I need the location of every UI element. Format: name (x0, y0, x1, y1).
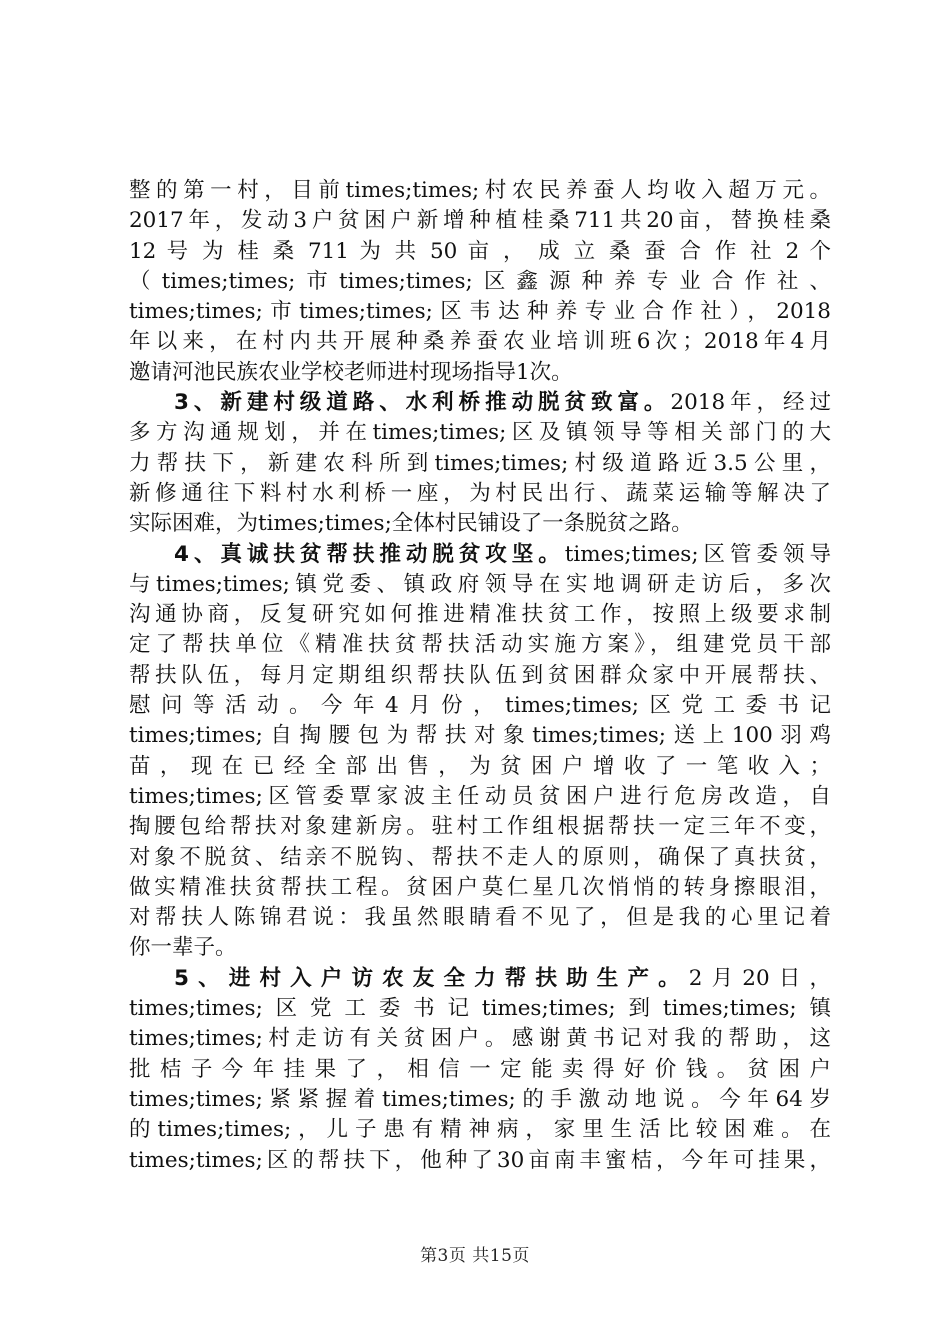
paragraph-line: 邀请河池民族农业学校老师进村现场指导1次。 (129, 359, 573, 385)
paragraph-line: （times;times;市times;times;区鑫源种养专业合作社、 (129, 268, 831, 294)
paragraph-line: times;times;自掏腰包为帮扶对象times;times;送上100羽鸡 (129, 723, 831, 749)
section-heading: 4、真诚扶贫帮扶推动脱贫攻坚。 (174, 541, 565, 567)
paragraph-line: 年以来，在村内共开展种桑养蚕农业培训班6次；2018年4月 (129, 329, 831, 355)
paragraph-line: times;times;紧紧握着times;times;的手激动地说。今年64岁 (129, 1086, 831, 1112)
paragraph-line: 做实精准扶贫帮扶工程。贫困户莫仁星几次悄悄的转身擦眼泪， (129, 874, 831, 900)
paragraph-line: 苗，现在已经全部出售，为贫困户增收了一笔收入； (129, 753, 831, 779)
paragraph-line: 多方沟通规划，并在times;times;区及镇领导等相关部门的大 (129, 420, 831, 446)
paragraph-line: 力帮扶下，新建农科所到times;times;村级道路近3.5公里， (129, 450, 831, 476)
paragraph-line: times;times;区管委覃家波主任动员贫困户进行危房改造，自 (129, 783, 831, 809)
paragraph-line: times;times;市times;times;区韦达种养专业合作社），2018 (129, 299, 831, 325)
paragraph-line: times;times;区党工委书记times;times;到times;times;镇 (129, 996, 831, 1022)
document-body (129, 176, 831, 1176)
paragraph-line: 你一辈子。 (129, 935, 237, 961)
paragraph-line: times;times;区的帮扶下，他种了30亩南丰蜜桔，今年可挂果， (129, 1147, 831, 1173)
paragraph-line: 慰问等活动。今年4月份，times;times;区党工委书记 (129, 693, 831, 719)
section-5-first-line: 5、进村入户访农友全力帮扶助生产。2月20日， (174, 965, 831, 991)
paragraph-line: 12 号 为 桂 桑 711 为 共 50 亩 ， 成 立 桑 蚕 合 作 社 2 个 (129, 238, 831, 264)
paragraph-line: 的times;times;，儿子患有精神病，家里生活比较困难。在 (129, 1117, 831, 1143)
section-heading: 3、新建村级道路、水利桥推动脱贫致富。 (174, 390, 671, 416)
paragraph-line: 与times;times;镇党委、镇政府领导在实地调研走访后，多次 (129, 571, 831, 597)
paragraph-line: 帮扶队伍，每月定期组织帮扶队伍到贫困群众家中开展帮扶、 (129, 662, 831, 688)
paragraph-line: 实际困难，为times;times;全体村民铺设了一条脱贫之路。 (129, 511, 693, 537)
paragraph-line: 定了帮扶单位《精准扶贫帮扶活动实施方案》，组建党员干部 (129, 632, 831, 658)
section-heading: 5、进村入户访农友全力帮扶助生产。 (174, 965, 689, 991)
paragraph-line: times;times;村走访有关贫困户。感谢黄书记对我的帮助，这 (129, 1026, 831, 1052)
paragraph-line: 掏腰包给帮扶对象建新房。驻村工作组根据帮扶一定三年不变， (129, 814, 831, 840)
paragraph-line: 整的第一村，目前times;times;村农民养蚕人均收入超万元。 (129, 178, 831, 203)
section-4-first-line: 4、真诚扶贫帮扶推动脱贫攻坚。times;times;区管委领导 (174, 541, 831, 567)
paragraph-line: 对帮扶人陈锦君说：我虽然眼睛看不见了，但是我的心里记着 (129, 905, 831, 931)
paragraph-line: 新修通往下料村水利桥一座，为村民出行、蔬菜运输等解决了 (129, 480, 831, 506)
paragraph-line: 2017年，发动3户贫困户新增种植桂桑711共20亩，替换桂桑 (129, 208, 831, 234)
paragraph-line: 对象不脱贫、结亲不脱钩、帮扶不走人的原则，确保了真扶贫， (129, 844, 831, 870)
paragraph-line: 沟通协商，反复研究如何推进精准扶贫工作，按照上级要求制 (129, 602, 831, 628)
page-number-footer: 第3页 共15页 (420, 1246, 530, 1266)
section-3-first-line: 3、新建村级道路、水利桥推动脱贫致富。2018年，经过 (174, 390, 831, 416)
paragraph-line: 批桔子今年挂果了，相信一定能卖得好价钱。贫困户 (129, 1056, 831, 1082)
